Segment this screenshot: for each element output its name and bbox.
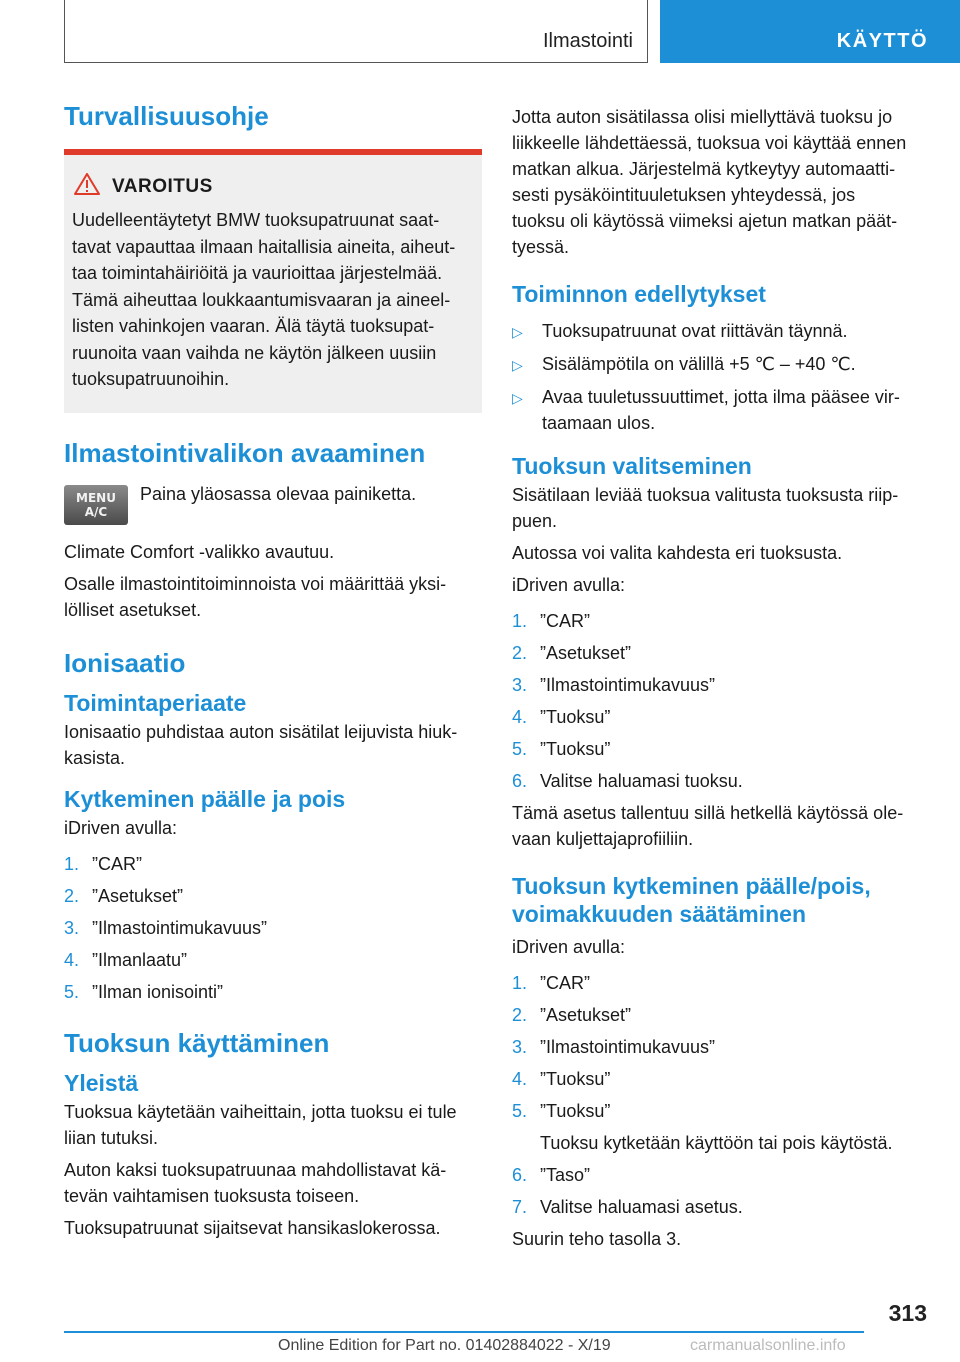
list-item: 1. ”CAR” [64,853,142,874]
warning-line: listen vahinkojen vaaran. Älä täytä tuoksupat- [72,316,435,336]
intro-line: liikkeelle lähdettäessä, tuoksua voi käyttää ennen [512,133,907,153]
scent-paragraph: liian tutuksi. [64,1127,159,1148]
intro-line: tyessä. [512,237,570,257]
scent-paragraph: tevän vaihtamisen tuoksusta toiseen. [64,1185,360,1206]
list-item: ▷ Avaa tuuletussuuttimet, jotta ilma pääsee vir- taamaan ulos. [512,384,930,436]
triangle-bullet-icon: ▷ [512,324,523,340]
menu-ac-button-icon: MENU A/C [64,485,128,525]
menu-heading: Ilmastointivalikon avaaminen [64,437,426,468]
ionisation-steps [64,851,482,1005]
warning-label: VAROITUS [112,176,213,197]
list-item: 5. ”Tuoksu” [512,739,611,759]
watermark: carmanualsonline.info [690,1337,846,1354]
menu-instruction: Paina yläosassa olevaa painiketta. [140,483,417,504]
menu-paragraph: Osalle ilmastointitoiminnoista voi määrittää yksi- [64,573,447,594]
warning-line: tavat vapauttaa ilmaan haitallisia aineita, aiheut- [72,236,456,257]
intro-line: matkan alkua. Järjestelmä kytkeytyy automaatti- [512,159,896,179]
menu-instruction-row [64,481,482,525]
list-item: 3. ”Ilmastointimukavuus” [512,675,716,695]
ionisation-heading: Ionisaatio [64,647,186,678]
select-steps [512,608,930,794]
menu-paragraph: lölliset asetukset. [64,599,202,620]
list-item: 6. ”Taso” [512,1165,591,1185]
scent-paragraph: Tuoksupatruunat sijaitsevat hansikaslokerossa. [64,1217,441,1238]
scent-paragraph: Tuoksua käytetään vaiheittain, jotta tuoksu ei tule [64,1101,457,1122]
idrive-label: iDriven avulla: [64,817,178,838]
scent-paragraph: Auton kaksi tuoksupatruunaa mahdollistavat kä- [64,1159,447,1180]
triangle-bullet-icon: ▷ [512,390,523,406]
toggle-steps [512,970,930,1220]
list-item: 2. ”Asetukset” [64,885,184,906]
warning-title [72,173,472,201]
list-item: 5. ”Tuoksu” Tuoksu kytketään käyttöön tai pois käytöstä. [512,1101,893,1153]
list-item: 3. ”Ilmastointimukavuus” [512,1037,716,1057]
list-item: 1. ”CAR” [512,973,590,993]
left-column [64,100,482,1241]
idrive-label: iDriven avulla: [512,937,626,957]
warning-triangle-icon [74,173,100,201]
menu-paragraph: Climate Comfort -valikko avautuu. [64,541,335,562]
select-heading: Tuoksun valitseminen [512,453,752,479]
warning-line: Tämä aiheuttaa loukkaantumisvaaran ja aineel- [72,289,451,310]
requirements-heading: Toiminnon edellytykset [512,281,766,307]
section-title: Ilmastointi [542,30,633,52]
chapter-tab [660,0,960,63]
intro-line: Jotta auton sisätilassa olisi miellyttävä tuoksu jo [512,107,893,127]
list-item: 6. Valitse haluamasi tuoksu. [512,771,743,791]
list-item: 1. ”CAR” [512,611,590,631]
right-column [512,104,930,1252]
select-paragraph: Sisätilaan leviää tuoksua valitusta tuoksusta riip- [512,485,899,505]
intro-line: tuoksu oli käytössä viimeksi ajetun matkan päät- [512,211,898,231]
list-item: ▷ Tuoksupatruunat ovat riittävän täynnä. [512,318,930,345]
list-item: 3. ”Ilmastointimukavuus” [64,917,268,938]
ionisation-paragraph: Ionisaatio puhdistaa auton sisätilat leijuvista hiuk- [64,721,458,742]
page-number: 313 [888,1300,927,1326]
warning-line: tuoksupatruunoihin. [72,369,230,389]
list-item: 2. ”Asetukset” [512,1005,632,1025]
select-note: Tämä asetus tallentuu sillä hetkellä käytössä ole- [512,803,904,823]
list-item: 4. ”Tuoksu” [512,707,611,727]
list-item: 4. ”Tuoksu” [512,1069,611,1089]
footer-rule [64,1331,864,1333]
toggle-heading: Kytkeminen päälle ja pois [64,785,346,812]
select-paragraph: puen. [512,511,558,531]
ionisation-paragraph: kasista. [64,747,126,768]
toggle-scent-heading: voimakkuuden säätäminen [512,901,806,927]
chapter-tab-label: KÄYTTÖ [836,30,928,52]
principle-heading: Toimintaperiaate [64,689,247,716]
safety-heading: Turvallisuusohje [64,101,269,131]
warning-line: Uudelleentäytetyt BMW tuoksupatruunat saat- [72,210,440,230]
warning-box [64,149,482,413]
warning-line: ruunoita vaan vaihda ne käytön jälkeen uusiin [72,342,437,363]
list-item: 2. ”Asetukset” [512,643,632,663]
list-item: 4. ”Ilmanlaatu” [64,949,188,970]
toggle-note: Suurin teho tasolla 3. [512,1229,682,1249]
toggle-scent-heading: Tuoksun kytkeminen päälle/pois, [512,873,871,899]
select-paragraph: Autossa voi valita kahdesta eri tuoksusta. [512,543,843,563]
list-item: ▷ Sisälämpötila on välillä +5 ℃ – +40 ℃. [512,351,930,378]
scent-heading: Tuoksun käyttäminen [64,1027,330,1058]
warning-line: taa toimintahäiriöitä ja vaurioittaa järjestelmää. [72,263,443,283]
triangle-bullet-icon: ▷ [512,357,523,373]
list-item: 7. Valitse haluamasi asetus. [512,1197,743,1217]
select-note: vaan kuljettajaprofiiliin. [512,829,694,849]
intro-line: sesti pysäköintituuletuksen yhteydessä, jos [512,185,856,205]
general-heading: Yleistä [64,1069,139,1096]
list-item: 5. ”Ilman ionisointi” [64,981,224,1002]
edition-text: Online Edition for Part no. 01402884022 - X/19 [278,1337,611,1354]
requirements-list [512,318,930,436]
idrive-label: iDriven avulla: [512,575,626,595]
